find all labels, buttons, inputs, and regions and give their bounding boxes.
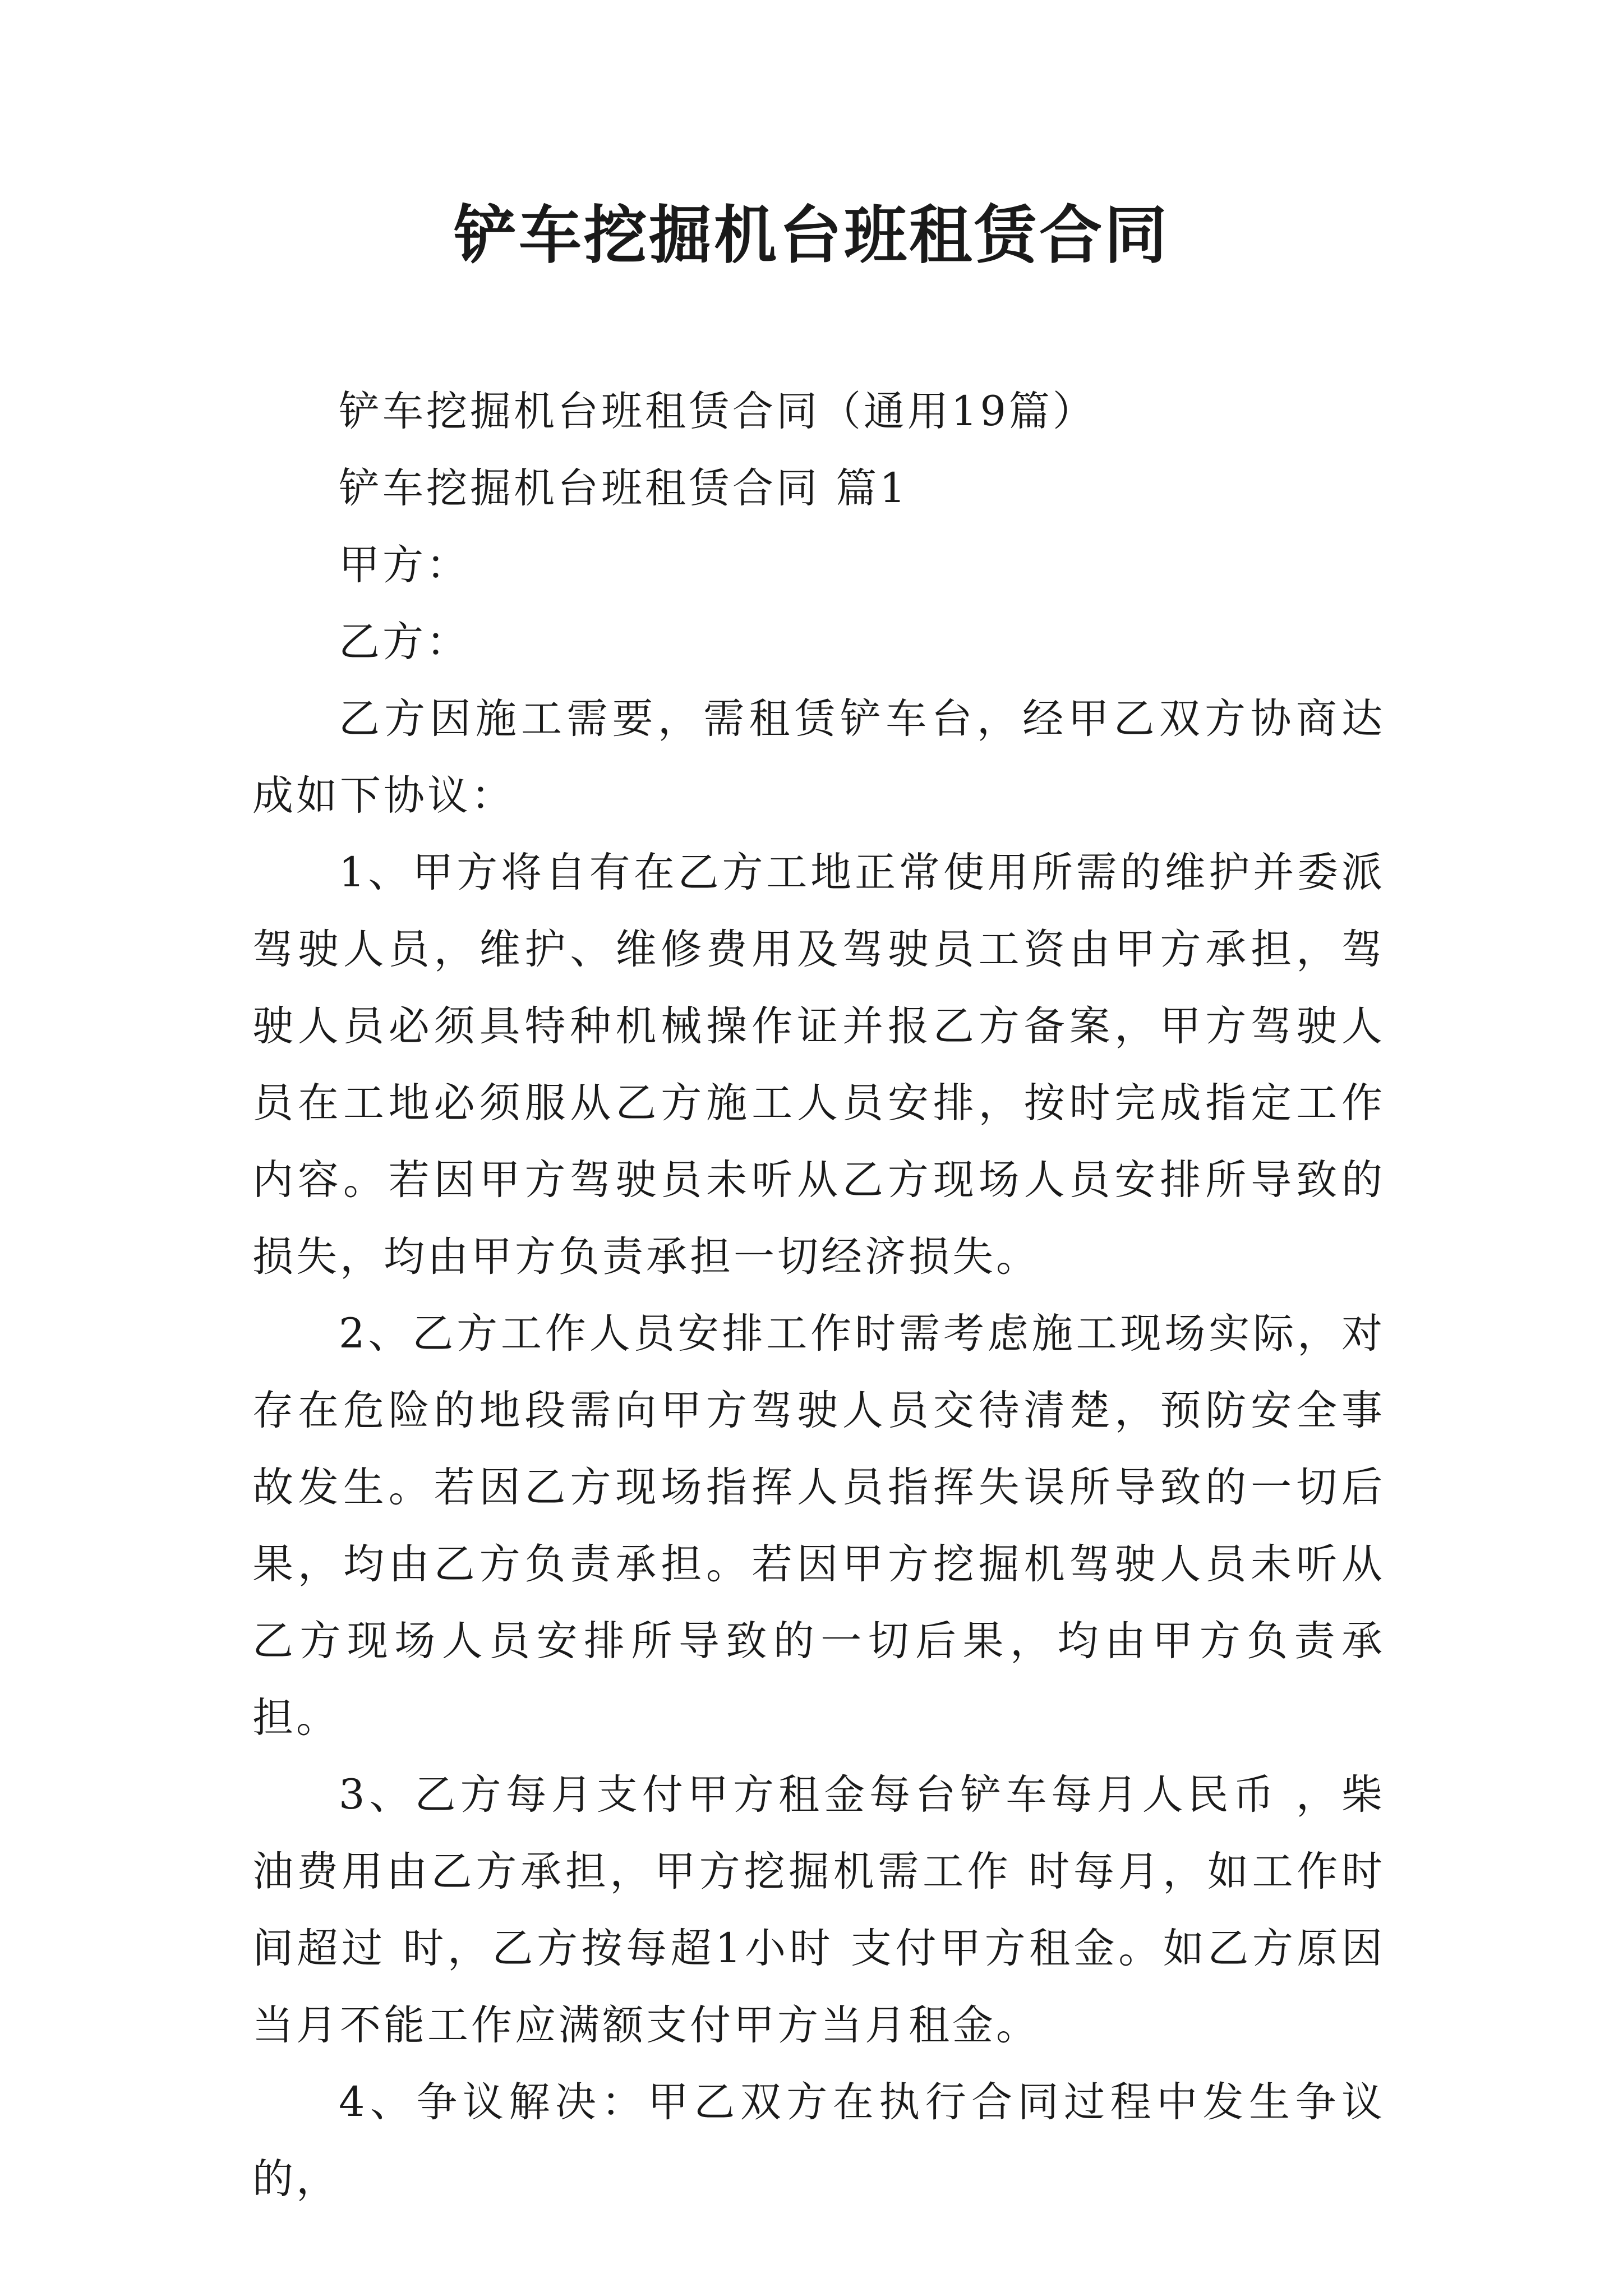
section-heading: 铲车挖掘机台班租赁合同 篇1: [339, 464, 909, 512]
document-body: [252, 373, 1385, 2217]
party-a-line: 甲方：: [339, 541, 470, 589]
subtitle-paragraph: 铲车挖掘机台班租赁合同（通用19篇）: [339, 388, 1096, 435]
clause-2-paragraph: 2、乙方工作人员安排工作时需考虑施工现场实际，对存在危险的地段需向甲方驾驶人员交待清楚，预防安全事故发生。若因乙方现场指挥人员指挥失误所导致的一切后果，均由乙方负责承担。若因甲方挖掘机驾驶人员未听从乙方现场人员安排所导致的一切后果，均由甲方负责承担。: [252, 1310, 1385, 1742]
document-title: 铲车挖掘机台班租赁合同: [454, 199, 1169, 272]
clause-1-paragraph: 1、甲方将自有在乙方工地正常使用所需的维护并委派驾驶人员，维护、维修费用及驾驶员工资由甲方承担，驾驶人员必须具特种机械操作证并报乙方备案，甲方驾驶人员在工地必须服从乙方施工人员安排，按时完成指定工作内容。若因甲方驾驶员未听从乙方现场人员安排所导致的损失，均由甲方负责承担一切经济损失。: [252, 849, 1385, 1281]
intro-paragraph: 乙方因施工需要，需租赁铲车台，经甲乙双方协商达成如下协议：: [252, 695, 1385, 820]
party-b-line: 乙方：: [339, 618, 470, 666]
clause-4-paragraph: 4、争议解决：甲乙双方在执行合同过程中发生争议的，: [252, 2078, 1385, 2203]
clause-3-paragraph: 3、乙方每月支付甲方租金每台铲车每月人民币 ，柴油费用由乙方承担，甲方挖掘机需工作 时每月，如工作时间超过 时，乙方按每超1小时 支付甲方租金。如乙方原因当月不能工作应满额支付甲方当月租金。: [252, 1771, 1385, 2049]
